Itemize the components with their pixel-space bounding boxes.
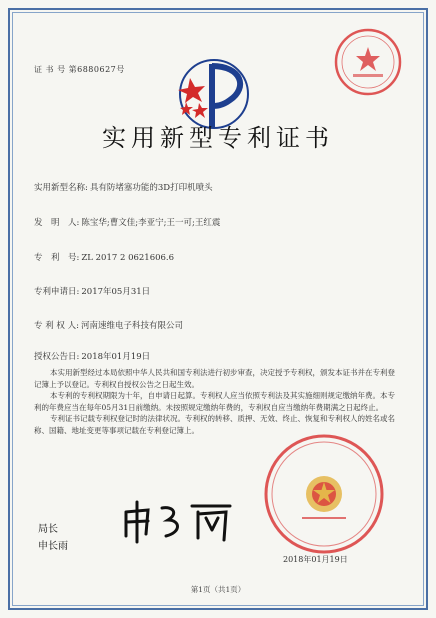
certificate-body [34, 367, 402, 436]
body-paragraph: 本实用新型经过本局依照中华人民共和国专利法进行初步审查，决定授予专利权，颁发本证书并在专利登记簿上予以登记。专利权自授权公告之日起生效。 [34, 368, 395, 389]
national-seal-stamp [262, 432, 386, 556]
official-title: 局长 [38, 524, 58, 535]
field-filing-date [34, 285, 150, 297]
director-signature [118, 498, 236, 544]
field-label: 实用新型名称: [34, 183, 88, 193]
official-name: 申长雨 [38, 541, 68, 552]
body-paragraph: 本专利的专利权期限为十年，自申请日起算。专利权人应当依照专利法及其实施细则规定缴纳年费。本专利的年费应当在每年05月31日前缴纳。未按照规定缴纳年费的，专利权自应当缴纳年费期满之日起终止。 [34, 391, 395, 412]
field-inventor [34, 216, 220, 228]
top-seal-stamp [333, 27, 403, 97]
certificate-number: 证 书 号 第6880627号 [34, 65, 125, 74]
field-label: 专 利 号: [34, 253, 80, 263]
field-value: ZL 2017 2 0621606.6 [81, 253, 175, 263]
field-value: 2018年01月19日 [81, 352, 151, 362]
field-grant-date [34, 350, 150, 362]
field-value: 具有防堵塞功能的3D打印机喷头 [89, 183, 213, 193]
field-value: 河南速维电子科技有限公司 [80, 321, 183, 331]
field-patent-number [34, 251, 174, 263]
field-label: 专利申请日: [34, 287, 80, 297]
field-value: 陈宝华;曹文佳;李亚宁;王一可;王红震 [81, 218, 221, 228]
field-patentee [34, 319, 183, 331]
certificate-title: 实用新型专利证书 [102, 124, 334, 152]
page-number: 第1页（共1页） [190, 585, 246, 594]
field-label: 授权公告日: [34, 352, 80, 362]
body-paragraph: 专利证书记载专利权登记时的法律状况。专利权的转移、质押、无效、终止、恢复和专利权人的姓名或名称、国籍、地址变更等事项记载在专利登记簿上。 [34, 414, 395, 435]
field-label: 发 明 人: [34, 218, 80, 228]
issue-date: 2018年01月19日 [283, 555, 348, 564]
field-label: 专 利 权 人: [34, 321, 79, 331]
field-utility-name [34, 181, 213, 193]
field-value: 2017年05月31日 [81, 287, 151, 297]
